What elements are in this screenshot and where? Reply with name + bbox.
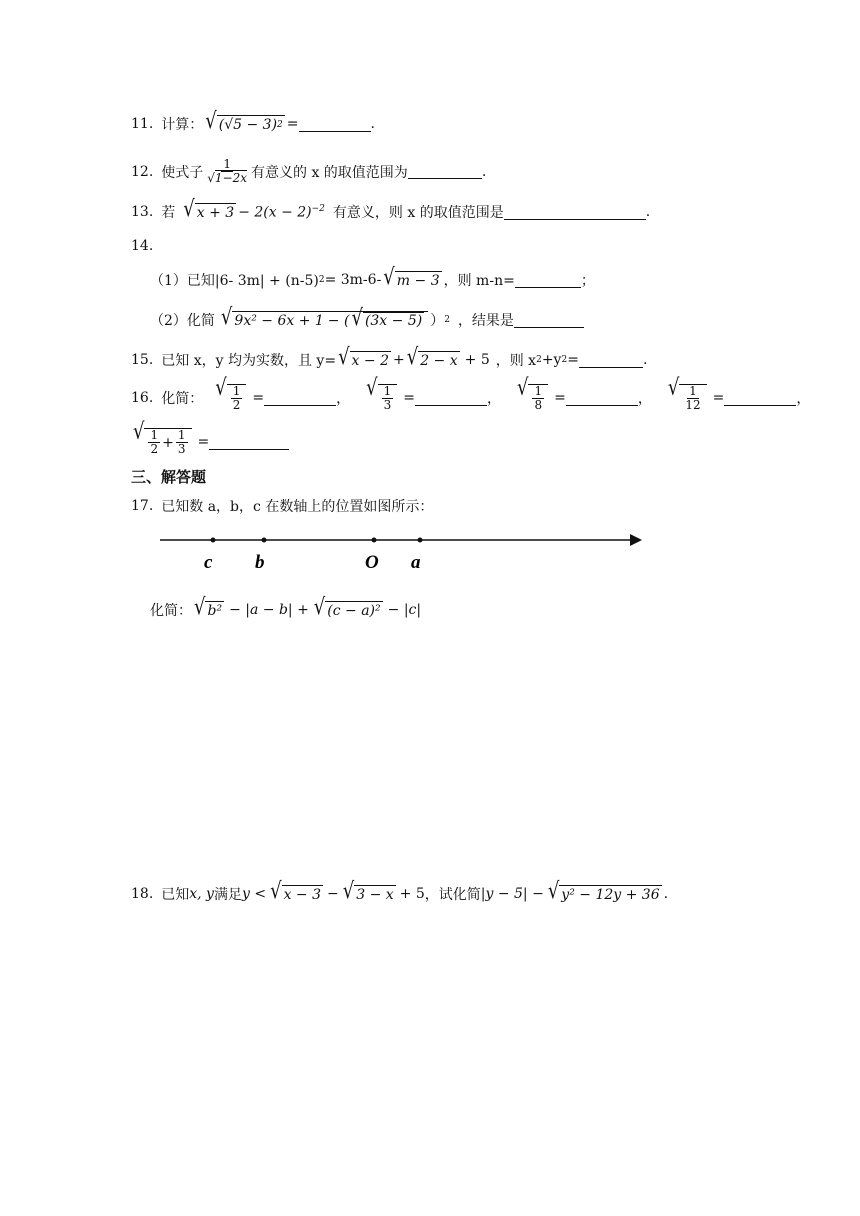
question-number: 12. bbox=[131, 163, 154, 180]
label-a: a bbox=[411, 552, 421, 573]
answer-blank[interactable] bbox=[415, 391, 487, 406]
equals-sign: = bbox=[286, 116, 299, 132]
question-number: 11. bbox=[131, 116, 154, 132]
answer-blank[interactable] bbox=[514, 313, 584, 328]
sqrt-expression: √ (√5 − 3) 2 bbox=[205, 108, 283, 135]
question-11 bbox=[131, 108, 375, 135]
answer-blank[interactable] bbox=[299, 117, 371, 132]
question-label: 使式子 bbox=[161, 164, 204, 181]
part-text: ，则 m-n= bbox=[443, 273, 515, 289]
sqrt-expression: √ b² bbox=[194, 594, 223, 621]
sqrt-fraction-1: √ $\frac{1}{2}$ bbox=[215, 384, 246, 412]
question-17 bbox=[131, 496, 433, 516]
answer-blank[interactable] bbox=[515, 273, 581, 288]
question-17-expression: 化简： √ b² − |a − b| + √ (c − a)² − |c| bbox=[150, 594, 422, 621]
question-text: ，则 x bbox=[495, 353, 537, 369]
end-mark: . bbox=[642, 352, 648, 368]
sqrt-fraction-2: √ $\frac{1}{3}$ bbox=[366, 384, 397, 412]
question-12 bbox=[131, 158, 486, 185]
sqrt-expression: √ 9x² − 6x + 1 − ( √ (3x − 5) bbox=[221, 311, 428, 330]
question-text: 有意义的 x 的取值范围为 bbox=[251, 164, 408, 181]
label-b: b bbox=[255, 552, 265, 573]
sqrt-fraction-3: √ $\frac{1}{8}$ bbox=[517, 384, 548, 412]
label-c: c bbox=[204, 552, 213, 573]
end-mark: ； bbox=[580, 273, 595, 289]
part-text: （2）化简 bbox=[150, 313, 215, 329]
expr: − $2(x - 2)^{-2}$ bbox=[238, 203, 325, 221]
sqrt-expression: √ 3 − x bbox=[342, 878, 394, 905]
point-c bbox=[211, 538, 216, 543]
question-number: 13. bbox=[131, 204, 154, 220]
question-text: 已知 x，y 均为实数，且 y= bbox=[161, 353, 337, 369]
answer-blank[interactable] bbox=[566, 391, 638, 406]
question-number: 16. bbox=[131, 390, 154, 407]
question-14-part-2: （2）化简 √ 9x² − 6x + 1 − ( √ (3x − 5) ） 2 ，结果是 bbox=[150, 310, 584, 330]
question-14 bbox=[131, 238, 161, 254]
part-text: = 3m-6- bbox=[324, 272, 382, 288]
sqrt-expression: √ x − 2 bbox=[338, 344, 389, 371]
answer-blank[interactable] bbox=[504, 205, 646, 220]
question-number: 15. bbox=[131, 352, 154, 368]
sqrt-expression: √ (c − a)² bbox=[313, 594, 381, 621]
question-15: 15. 已知 x，y 均为实数，且 y= √ x − 2 + √ 2 − x + 5 ，则 x 2 +y 2 = . bbox=[131, 344, 648, 371]
number-line bbox=[158, 528, 648, 578]
question-text: 有意义，则 x 的取值范围是 bbox=[332, 205, 504, 221]
end-mark: . bbox=[481, 163, 487, 180]
answer-blank[interactable] bbox=[579, 353, 643, 368]
fraction bbox=[205, 158, 249, 185]
answer-blank[interactable] bbox=[264, 391, 336, 406]
question-number: 17. bbox=[131, 498, 154, 514]
sqrt-expression: √ 2 − x bbox=[406, 344, 458, 371]
answer-blank[interactable] bbox=[724, 391, 796, 406]
question-label: 若 bbox=[161, 205, 176, 221]
question-label: 化简： bbox=[161, 391, 204, 408]
answer-blank[interactable] bbox=[408, 164, 482, 179]
end-mark: . bbox=[645, 204, 651, 220]
sqrt-expression: √ x + 3 bbox=[183, 196, 235, 223]
part-text: ，结果是 bbox=[457, 313, 514, 329]
point-o bbox=[372, 538, 377, 543]
fraction-denominator: √1−2x bbox=[207, 171, 248, 186]
label-o: O bbox=[365, 552, 379, 573]
question-number: 14. bbox=[131, 238, 154, 254]
question-16-continued: √ $\frac{1}{2}$ + $\frac{1}{3}$ = bbox=[131, 428, 289, 456]
sqrt-expression: √ x − 3 bbox=[270, 878, 321, 905]
sqrt-fraction-4: √ $\frac{1}{12}$ bbox=[668, 384, 707, 412]
section-title: 三、解答题 bbox=[131, 468, 207, 486]
answer-blank[interactable] bbox=[209, 435, 289, 450]
question-16: 16. 化简： √ $\frac{1}{2}$ = ， √ $\frac{1}{3}$ = ， √ $\frac{1}{8}$ = ， √ $\frac{1}{12}$ = ， bbox=[131, 374, 811, 413]
point-a bbox=[418, 538, 423, 543]
question-text: 已知数 a，b，c 在数轴上的位置如图所示： bbox=[161, 499, 434, 515]
close-paren: ） bbox=[430, 313, 445, 329]
end-mark: . bbox=[370, 116, 375, 132]
question-number: 18. bbox=[131, 886, 154, 902]
part-text: （1）已知|6- 3m| + (n-5) bbox=[150, 273, 319, 289]
question-18: 18. 已知 x, y 满足 y < √ x − 3 − √ 3 − x + 5 ，试化简 |y − 5| − √ y² − 12y + 36 . bbox=[131, 878, 669, 905]
question-label: 计算： bbox=[161, 117, 204, 133]
question-14-part-1: （1）已知|6- 3m| + (n-5) 2 = 3m-6- √ m − 3 ，则 m-n= ； bbox=[150, 264, 595, 291]
expr: (√5 − 3) bbox=[218, 116, 278, 133]
sqrt-expression: √ y² − 12y + 36 bbox=[547, 878, 660, 905]
sqrt-fraction-sum: √ $\frac{1}{2}$ + $\frac{1}{3}$ bbox=[133, 428, 192, 456]
question-13 bbox=[131, 196, 651, 223]
arrow-head-icon bbox=[630, 534, 642, 546]
point-b bbox=[262, 538, 267, 543]
fraction-numerator: 1 bbox=[223, 157, 231, 171]
simplify-label: 化简： bbox=[150, 603, 192, 619]
sqrt-expression: √ m − 3 bbox=[383, 264, 440, 291]
